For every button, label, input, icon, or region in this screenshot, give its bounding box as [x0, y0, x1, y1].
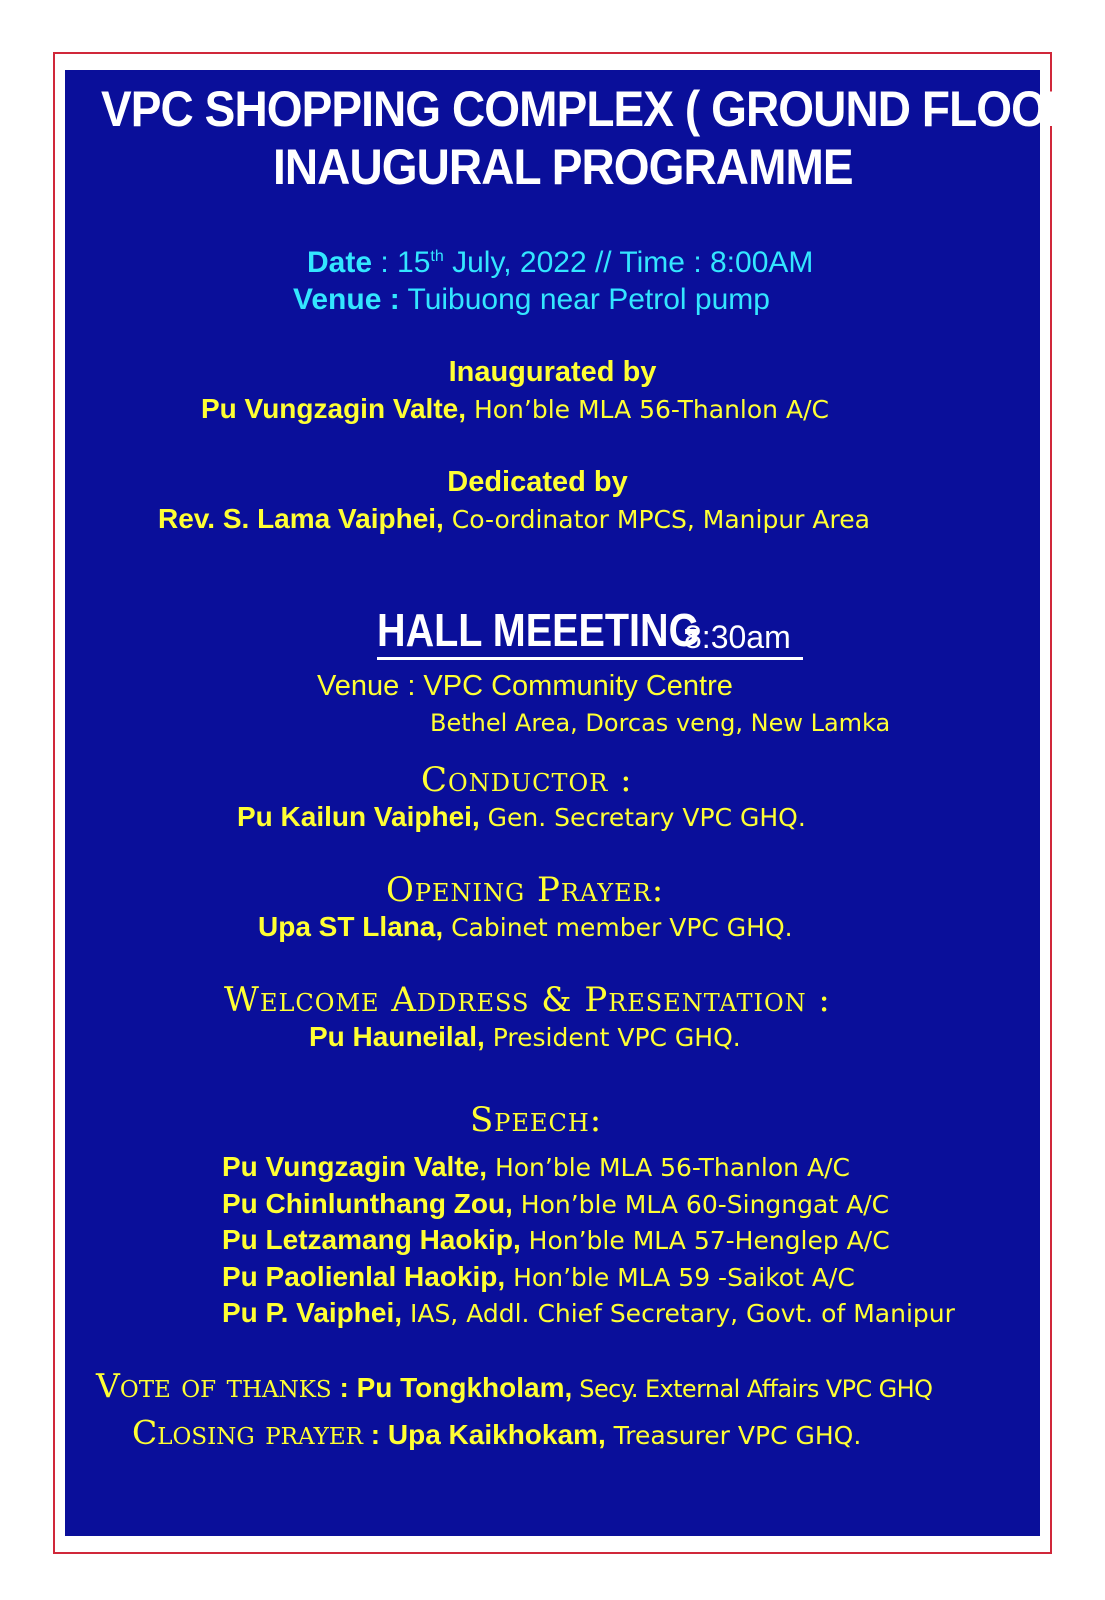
speaker-role: Hon’ble MLA 56-Thanlon A/C: [487, 1153, 850, 1182]
opening-prayer-heading: Opening Prayer:: [386, 870, 665, 910]
hall-venue-detail: Bethel Area, Dorcas veng, New Lamka: [430, 709, 891, 737]
hall-meeting-time: 8:30am: [684, 619, 791, 655]
inaugurator-role: Hon’ble MLA 56-Thanlon A/C: [466, 395, 829, 424]
dedicated-heading: Dedicated by: [447, 466, 628, 498]
speaker-name: Pu P. Vaiphei,: [222, 1297, 403, 1328]
welcome-role: President VPC GHQ.: [484, 1023, 741, 1052]
opening-prayer-name: Upa ST Llana,: [258, 911, 444, 942]
closing-prayer-name: Upa Kaikhokam,: [387, 1419, 606, 1450]
speech-heading: Speech:: [470, 1100, 603, 1140]
conductor-role: Gen. Secretary VPC GHQ.: [479, 803, 806, 832]
title-line-2: INAUGURAL PROGRAMME: [273, 139, 853, 195]
welcome-name: Pu Hauneilal,: [309, 1021, 485, 1052]
dedicator-name: Rev. S. Lama Vaiphei,: [158, 503, 444, 534]
hall-meeting-underline: [377, 657, 803, 660]
closing-prayer-role: Treasurer VPC GHQ.: [605, 1421, 862, 1450]
date-rest: July, 2022 // Time : 8:00AM: [443, 246, 814, 279]
speaker-row: [222, 1297, 955, 1329]
dedicated-line: [158, 503, 870, 535]
speaker-name: Pu Paolienlal Haokip,: [222, 1261, 506, 1292]
dedicator-role: Co-ordinator MPCS, Manipur Area: [443, 505, 870, 534]
welcome-line: [309, 1021, 741, 1053]
speaker-row: [222, 1224, 890, 1256]
conductor-heading: Conductor :: [421, 760, 633, 800]
closing-prayer-sep: :: [362, 1419, 388, 1450]
speaker-role: IAS, Addl. Chief Secretary, Govt. of Manipur: [402, 1299, 955, 1328]
speaker-row: [222, 1188, 889, 1220]
opening-prayer-role: Cabinet member VPC GHQ.: [443, 913, 793, 942]
venue-value: Tuibuong near Petrol pump: [399, 283, 770, 316]
speaker-role: Hon’ble MLA 60-Singngat A/C: [512, 1190, 890, 1219]
vote-of-thanks-line: [96, 1366, 932, 1405]
speaker-name: Pu Chinlunthang Zou,: [222, 1188, 513, 1219]
inaugurated-line: [201, 393, 829, 425]
date-label: Date: [307, 246, 373, 279]
date-suffix: th: [430, 248, 444, 265]
inaugurator-name: Pu Vungzagin Valte,: [201, 393, 467, 424]
closing-prayer-heading: Closing prayer: [132, 1413, 363, 1452]
vote-of-thanks-role: Secy. External Affairs VPC GHQ: [572, 1375, 933, 1403]
conductor-line: [237, 801, 806, 833]
speaker-row: [222, 1151, 850, 1183]
venue-label: Venue :: [293, 283, 400, 316]
speaker-role: Hon’ble MLA 59 -Saikot A/C: [505, 1263, 855, 1292]
conductor-name: Pu Kailun Vaiphei,: [237, 801, 480, 832]
vote-of-thanks-heading: Vote of thanks: [96, 1366, 332, 1405]
date-value: : 15: [380, 246, 431, 279]
speaker-role: Hon’ble MLA 57-Henglep A/C: [520, 1226, 890, 1255]
speaker-name: Pu Vungzagin Valte,: [222, 1151, 488, 1182]
hall-venue: Venue : VPC Community Centre: [317, 670, 733, 702]
speaker-name: Pu Letzamang Haokip,: [222, 1224, 521, 1255]
welcome-heading: Welcome Address & Presentation :: [224, 980, 831, 1020]
inaugurated-heading: Inaugurated by: [448, 356, 657, 388]
speaker-row: [222, 1261, 855, 1293]
vote-of-thanks-sep: :: [331, 1372, 357, 1403]
hall-meeting-title: HALL MEEETING: [377, 604, 700, 656]
vote-of-thanks-name: Pu Tongkholam,: [356, 1372, 573, 1403]
closing-prayer-line: [132, 1413, 861, 1452]
venue-line: [293, 283, 770, 317]
date-time-line: [307, 246, 813, 280]
title-line-1: VPC SHOPPING COMPLEX ( GROUND FLOOR ): [101, 81, 1105, 137]
opening-prayer-line: [258, 911, 793, 943]
